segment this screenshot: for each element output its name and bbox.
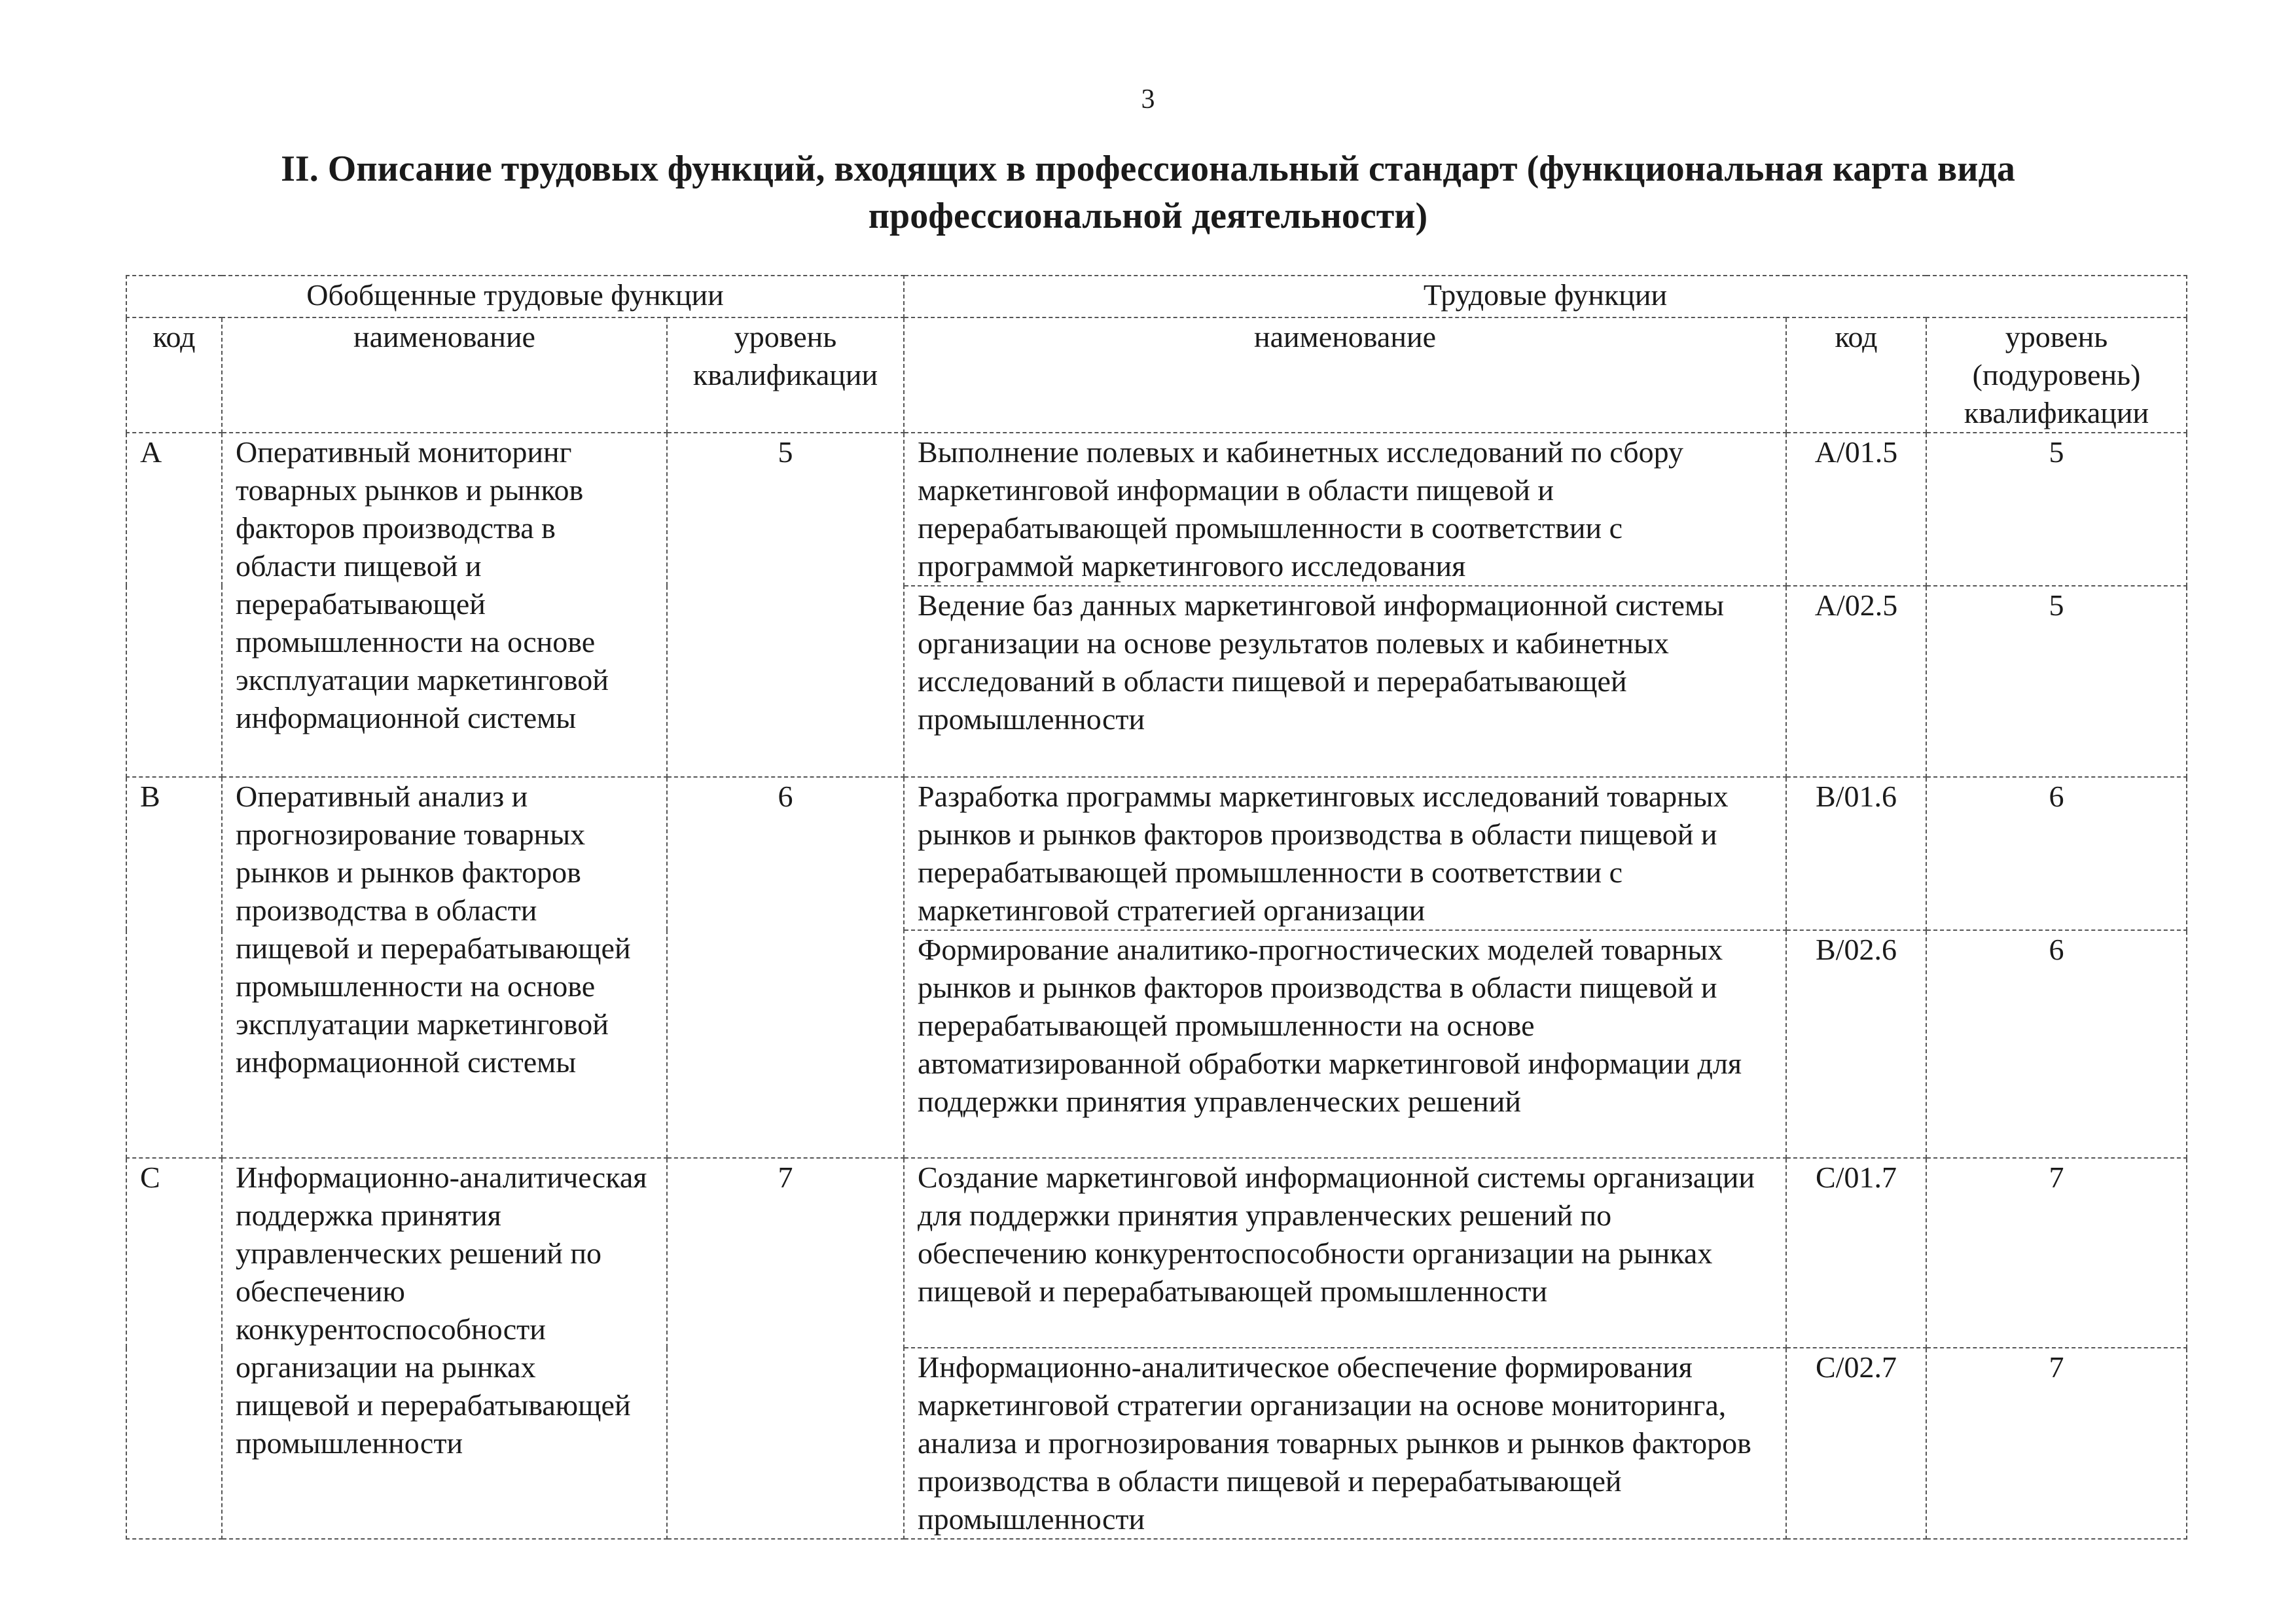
function-level-cell: 5 [1926,586,2187,777]
function-name-cell: Выполнение полевых и кабинетных исследований по сбору маркетинговой информации в области пищевой и перерабатывающей промышленности в соответствии с программой маркетингового исследования [904,433,1786,586]
section-title-line-1: II. Описание трудовых функций, входящих в профессиональный стандарт (функциональная карта вида [281,149,2015,189]
functional-map-table [126,275,2187,1540]
function-name-cell: Формирование аналитико-прогностических моделей товарных рынков и рынков факторов производства в области пищевой и перерабатывающей промышленности на основе автоматизированной обработки маркетинговой информации для поддержки принятия управленческих решений [904,930,1786,1158]
function-name-cell: Информационно-аналитическое обеспечение формирования маркетинговой стратегии организации на основе мониторинга, анализа и прогнозирования товарных рынков и рынков факторов производства в области пищевой и перерабатывающей промышленности [904,1348,1786,1539]
col-header-code: код [126,317,222,433]
page-number: 3 [1141,84,1155,115]
group-level-cell: 7 [667,1158,904,1539]
function-name-cell: Ведение баз данных маркетинговой информационной системы организации на основе результатов полевых и кабинетных исследований в области пищевой и перерабатывающей промышленности [904,586,1786,777]
section-title-line-2: профессиональной деятельности) [868,196,1428,236]
function-name-cell: Создание маркетинговой информационной системы организации для поддержки принятия управленческих решений по обеспечению конкурентоспособности организации на рынках пищевой и перерабатывающей промышленности [904,1158,1786,1348]
group-code-cell: B [126,777,222,1158]
group-code-cell: C [126,1158,222,1539]
column-header-row [126,317,2187,433]
col-header-func-level: уровень (подуровень) квалификации [1926,317,2187,433]
function-code-cell: C/01.7 [1786,1158,1926,1348]
function-code-cell: B/02.6 [1786,930,1926,1158]
function-code-cell: C/02.7 [1786,1348,1926,1539]
col-header-name: наименование [222,317,667,433]
function-name-cell: Разработка программы маркетинговых исследований товарных рынков и рынков факторов производства в области пищевой и перерабатывающей промышленности в соответствии с маркетинговой стратегией организации [904,777,1786,930]
col-header-qual-level: уровень квалификации [667,317,904,433]
generalized-functions-header: Обобщенные трудовые функции [126,276,904,317]
function-level-cell: 6 [1926,930,2187,1158]
group-code-cell: A [126,433,222,777]
col-header-func-code: код [1786,317,1926,433]
function-code-cell: A/01.5 [1786,433,1926,586]
labor-functions-header: Трудовые функции [904,276,2187,317]
section-title [105,145,2191,240]
table-row [126,433,2187,586]
function-level-cell: 7 [1926,1158,2187,1348]
function-code-cell: A/02.5 [1786,586,1926,777]
group-level-cell: 5 [667,433,904,777]
table-row [126,777,2187,930]
group-name-cell: Оперативный анализ и прогнозирование товарных рынков и рынков факторов производства в области пищевой и перерабатывающей промышленности на основе эксплуатации маркетинговой информационной системы [222,777,667,1158]
table-row [126,1158,2187,1348]
group-header-row [126,276,2187,317]
group-level-cell: 6 [667,777,904,1158]
function-level-cell: 7 [1926,1348,2187,1539]
function-level-cell: 6 [1926,777,2187,930]
function-level-cell: 5 [1926,433,2187,586]
group-name-cell: Оперативный мониторинг товарных рынков и рынков факторов производства в области пищевой и перерабатывающей промышленности на основе эксплуатации маркетинговой информационной системы [222,433,667,777]
col-header-func-name: наименование [904,317,1786,433]
function-code-cell: B/01.6 [1786,777,1926,930]
group-name-cell: Информационно-аналитическая поддержка принятия управленческих решений по обеспечению конкурентоспособности организации на рынках пищевой и перерабатывающей промышленности [222,1158,667,1539]
